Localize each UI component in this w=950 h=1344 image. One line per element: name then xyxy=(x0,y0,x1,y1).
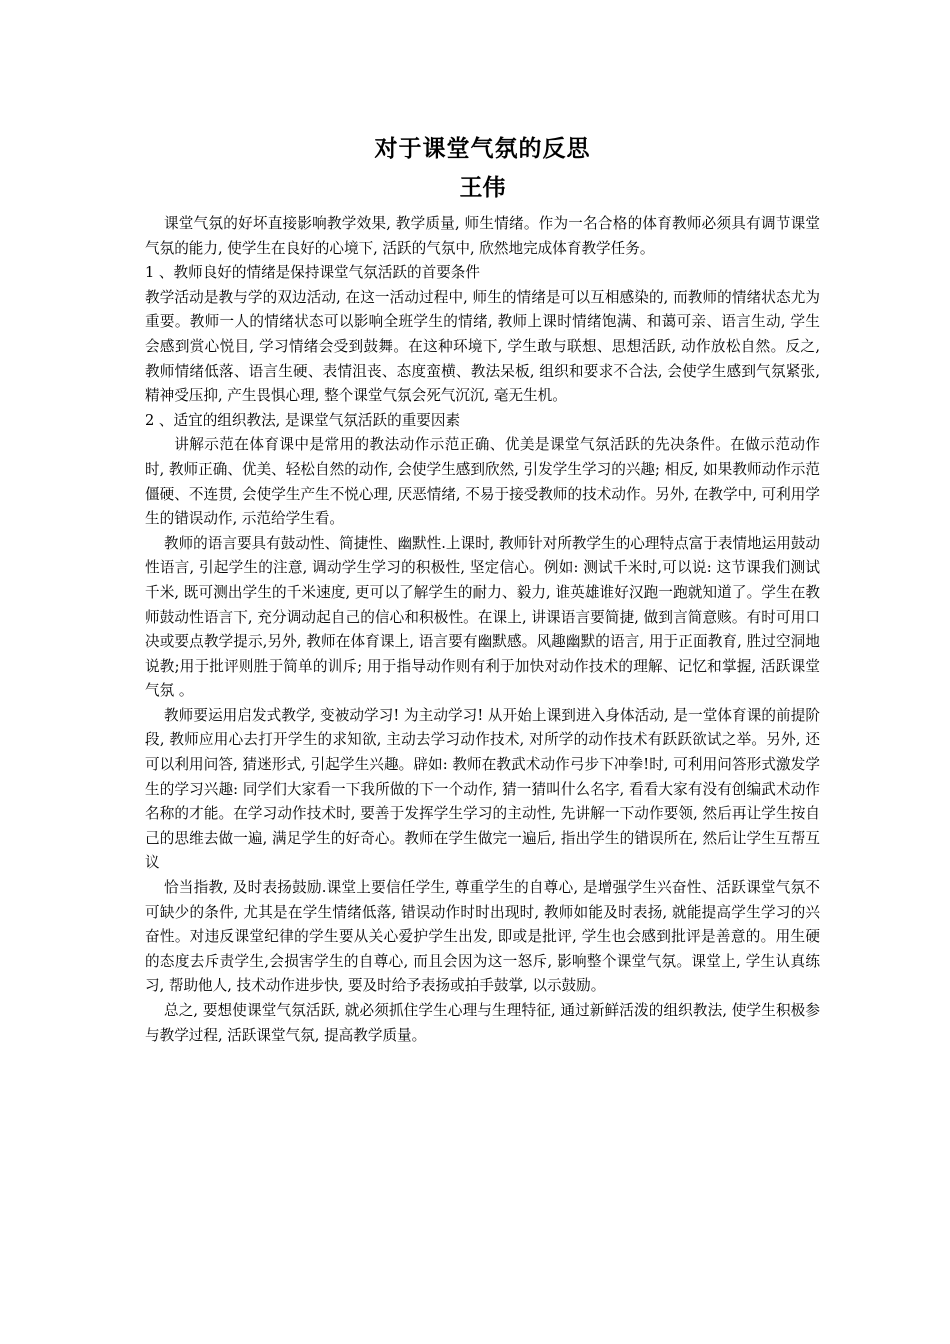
document-title: 对于课堂气氛的反思 xyxy=(374,136,591,162)
body-paragraph: 教学活动是教与学的双边活动, 在这一活动过程中, 师生的情绪是可以互相感染的, 而教师的情绪状态尤为重要。教师一人的情绪状态可以影响全班学生的情绪, 教师上课时情绪饱满、和蔼可亲、语言生动, 学生会感到赏心悦目, 学习情绪会受到鼓舞。在这种环境下, 学生敢与联想、思想活跃, 动作放松自然。反之, 教师情绪低落、语言生硬、表情沮丧、态度蛮横、教法呆板, 组织和要求不合法, 会使学生感到气氛紧张, 精神受压抑, 产生畏惧心理, 整个课堂气氛会死气沉沉, 毫无生机。 xyxy=(145,288,820,405)
body-paragraph: 恰当指教, 及时表扬鼓励.课堂上要信任学生, 尊重学生的自尊心, 是增强学生兴奋性、活跃课堂气氛不可缺少的条件, 尤其是在学生情绪低落, 错误动作时时出现时, 教师如能及时表扬, 就能提高学生学习的兴奋性。对违反课堂纪律的学生要从关心爱护学生出发, 即或是批评, 学生也会感到批评是善意的。用生硬的态度去斥责学生,会损害学生的自尊心, 而且会因为这一怒斥, 影响整个课堂气氛。课堂上, 学生认真练习, 帮助他人, 技术动作进步快, 要及时给予表扬或拍手鼓掌, 以示鼓励。 xyxy=(145,879,820,995)
document-author: 王伟 xyxy=(459,175,506,201)
body-paragraph: 教师的语言要具有鼓动性、简捷性、幽默性.上课时, 教师针对所教学生的心理特点富于表情地运用鼓动性语言, 引起学生的注意, 调动学生学习的积极性, 坚定信心。例如: 测试千米时,可以说: 这节课我们测试千米, 既可测出学生的千米速度, 更可以了解学生的耐力、毅力, 谁英雄谁好汉跑一跑就知道了。学生在教师鼓动性语言下, 充分调动起自己的信心和积极性。在课上, 讲课语言要简捷, 做到言简意赅。有时可用口决或要点教学提示,另外, 教师在体育课上, 语言要有幽默感。风趣幽默的语言, 用于正面教育, 胜过空洞地说教;用于批评则胜于简单的训斥; 用于指导动作则有利于加快对动作技术的理解、记忆和掌握, 活跃课堂气氛 。 xyxy=(145,534,821,700)
conclusion-paragraph: 总之, 要想使课堂气氛活跃, 就必须抓住学生心理与生理特征, 通过新鲜活泼的组织教法, 使学生积极参与教学过程, 活跃课堂气氛, 提高教学质量。 xyxy=(145,1002,820,1044)
document-page xyxy=(145,130,820,1048)
body-paragraph: 教师要运用启发式教学, 变被动学习! 为主动学习! 从开始上课到进入身体活动, 是一堂体育课的前提阶段, 教师应用心去打开学生的求知欲, 主动去学习动作技术, 对所学的动作技术有跃跃欲试之举。另外, 还可以利用问答, 猜迷形式, 引起学生兴趣。辟如: 教师在教武术动作弓步下冲拳!时, 可利用问答形式激发学生的学习兴趣: 同学们大家看一下我所做的下一个动作, 猜一猜叫什么名字, 看看大家有没有创编武术动作名称的才能。在学习动作技术时, 要善于发挥学生学习的主动性, 先讲解一下动作要领, 然后再让学生按自己的思维去做一遍, 满足学生的好奇心。教师在学生做完一遍后, 指出学生的错误所在, 然后让学生互帮互议 xyxy=(145,706,820,872)
document-body xyxy=(145,212,820,1048)
intro-paragraph: 课堂气氛的好坏直接影响教学效果, 教学质量, 师生情绪。作为一名合格的体育教师必须具有调节课堂气氛的能力, 使学生在良好的心境下, 活跃的气氛中, 欣然地完成体育教学任务。 xyxy=(145,215,820,257)
body-paragraph: 讲解示范在体育课中是常用的教法动作示范正确、优美是课堂气氛活跃的先决条件。在做示范动作时, 教师正确、优美、轻松自然的动作, 会使学生感到欣然, 引发学生学习的兴趣; 相反, 如果教师动作示范僵硬、不连贯, 会使学生产生不悦心理, 厌恶情绪, 不易于接受教师的技术动作。另外, 在教学中, 可利用学生的错误动作, 示范给学生看。 xyxy=(145,436,820,528)
section-heading-1: 1 、教师良好的情绪是保持课堂气氛活跃的首要条件 xyxy=(145,264,480,282)
section-heading-2: 2 、适宜的组织教法, 是课堂气氛活跃的重要因素 xyxy=(145,411,461,429)
